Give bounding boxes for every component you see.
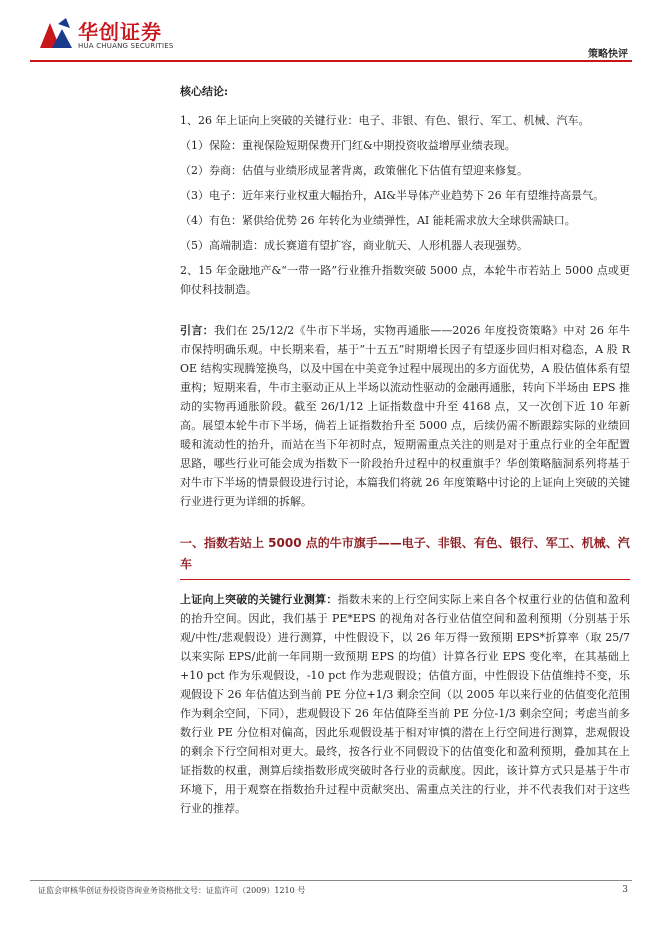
page-number: 3 xyxy=(622,885,628,895)
conclusion-point-1: 1、26 年上证向上突破的关键行业：电子、非银、有色、银行、军工、机械、汽车。 xyxy=(180,114,590,127)
conclusion-point-2: 2、15 年金融地产&“一带一路”行业推升指数突破 5000 点，本轮牛市若站上 5000 点或更仰仗科技制造。 xyxy=(180,264,630,296)
company-logo xyxy=(40,18,200,54)
intro-paragraph xyxy=(180,321,630,511)
conclusion-sub-manufacturing: （5）高端制造：成长赛道有望扩容，商业航天、人形机器人表现强势。 xyxy=(180,239,528,252)
section-1-paragraph xyxy=(180,590,630,818)
conclusion-sub-insurance: （1）保险：重视保险短期保费开门红&中期投资收益增厚业绩表现。 xyxy=(180,139,516,152)
footer-divider xyxy=(30,880,632,881)
conclusion-title: 核心结论: xyxy=(180,85,229,98)
section-1-label: 上证向上突破的关键行业测算： xyxy=(180,593,338,606)
license-note: 证监会审核华创证券投资咨询业务资格批文号：证监许可（2009）1210 号 xyxy=(38,886,306,895)
header-divider xyxy=(30,60,632,62)
report-body xyxy=(180,82,630,818)
company-name-en: HUA CHUANG SECURITIES xyxy=(78,42,174,50)
conclusion-sub-brokers: （2）券商：估值与业绩形成显著背离，政策催化下估值有望迎来修复。 xyxy=(180,164,528,177)
section-1-text: 指数未来的上行空间实际上来自各个权重行业的估值和盈利的抬升空间。因此，我们基于 PE*EPS 的视角对各行业估值空间和盈利预期（分别基于乐观/中性/悲观假设）进行测算，中性假设下，以 26 年万得一致预期 EPS*折算率（取 25/7 以来实际 EPS/此前一年同期一致预期 EPS 的均值）计算各行业 EPS 变化率，在其基础上+10 pct 作为乐观假设，-10 pct 作为悲观假设；估值方面，中性假设下估值维持不变，乐观假设下 26 年估值达到当前 PE 分位+1/3 剩余空间（以 2005 年以来行业的估值变化范围作为剩余空间，下同），悲观假设下 26 年估值降至当前 PE 分位-1/3 剩余空间；考虑当前多数行业 PE 分位相对偏高，因此乐观假设基于相对审慎的潜在上行空间进行测算，悲观假设的剩余下行空间相对更大。最终，按各行业不同假设下的估值变化和盈利预期，叠加其在上证指数的权重，测算后续指数形成突破时各行业的贡献度。因此，该计算方式只是基于牛市环境下，用于观察在指数抬升过程中贡献突出、需重点关注的行业，并不代表我们对于这些行业的推荐。 xyxy=(180,593,631,815)
report-type: 策略快评 xyxy=(588,49,628,60)
section-1-heading: 一、指数若站上 5000 点的牛市旗手——电子、非银、有色、银行、军工、机械、汽车 xyxy=(180,533,630,580)
company-name-cn: 华创证券 xyxy=(78,20,162,44)
intro-label: 引言： xyxy=(180,324,214,337)
conclusion-sub-metals: （4）有色：紧供给优势 26 年转化为业绩弹性，AI 能耗需求放大全球供需缺口。 xyxy=(180,214,576,227)
conclusion-sub-electronics: （3）电子：近年来行业权重大幅抬升，AI&半导体产业趋势下 26 年有望维持高景气。 xyxy=(180,189,605,202)
intro-text: 我们在 25/12/2《牛市下半场，实物再通胀——2026 年度投资策略》中对 26 年牛市保持明确乐观。中长期来看，基于“十五五”时期增长因子有望逐步回归相对稳态，A 股 ROE 结构实现腾笼换鸟，以及中国在中美竞争过程中展现出的多方面优势，A 股估值体系有望重构；短期来看，牛市主驱动正从上半场以流动性驱动的金融再通胀，转向下半场由 EPS 推动的实物再通胀阶段。截至 26/1/12 上证指数盘中升至 4168 点，又一次创下近 10 年新高。展望本轮牛市下半场，倘若上证指数抬升至 5000 点，后续仍需不断跟踪实际的业绩回暖和流动性的抬升，而站在当下年初时点，短期需重点关注的则是对于重点行业的全年配置思路，哪些行业可能会成为指数下一阶段抬升过程中的权重旗手？华创策略脑洞系列将基于对牛市下半场的情景假设进行讨论，本篇我们将就 26 年度策略中讨论的上证向上突破的关键行业进行更为详细的拆解。 xyxy=(180,324,630,508)
logo-mark-icon xyxy=(40,18,74,48)
